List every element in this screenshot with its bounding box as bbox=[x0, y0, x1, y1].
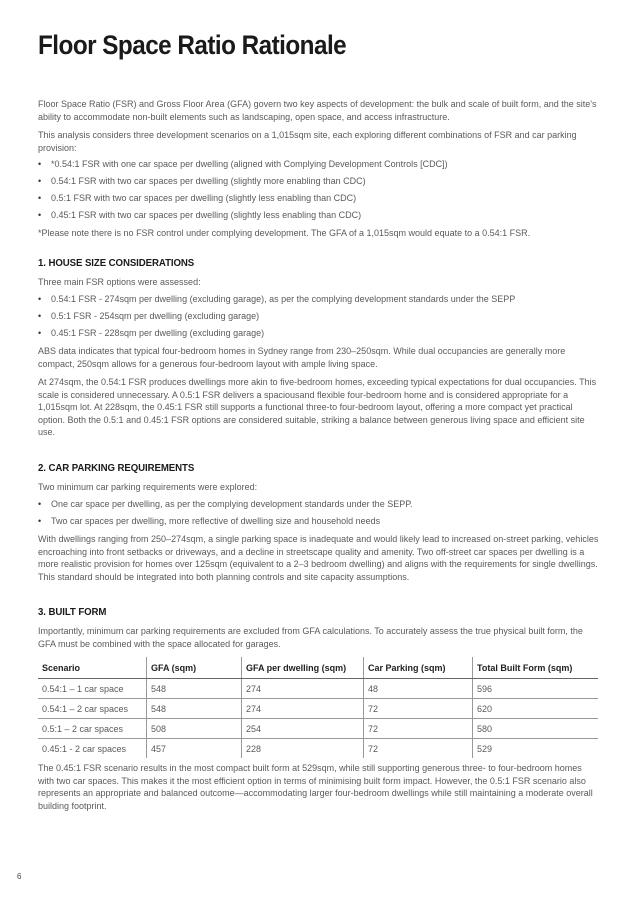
cell-gfa: 548 bbox=[147, 699, 242, 719]
cell-scenario: 0.54:1 – 2 car spaces bbox=[38, 699, 147, 719]
section3-paragraph-2: The 0.45:1 FSR scenario results in the most compact built form at 529sqm, while still supporting generous three- to four-bedroom homes with two car spaces. This makes it the most efficient option in terms of minimising built form impact. However, the 0.5:1 FSR scenario also represents an appropriate and balanced outcome—accommodating larger four-bedroom dwellings while still maintaining a moderate overall building footprint. bbox=[38, 763, 593, 811]
intro-paragraph-2: This analysis considers three development scenarios on a 1,015sqm site, each exploring different combinations of FSR and car parking provision: bbox=[38, 130, 577, 153]
column-header-car-parking: Car Parking (sqm) bbox=[364, 657, 473, 679]
bullet-icon: • bbox=[38, 193, 42, 203]
built-form-table bbox=[38, 657, 598, 758]
cell-car-parking: 48 bbox=[364, 679, 473, 699]
cell-total-built-form: 620 bbox=[473, 699, 599, 719]
cell-total-built-form: 580 bbox=[473, 719, 599, 739]
page-title: Floor Space Ratio Rationale bbox=[38, 30, 347, 60]
section2-lead: Two minimum car parking requirements were explored: bbox=[38, 482, 258, 492]
section1-paragraph-1: ABS data indicates that typical four-bedroom homes in Sydney range from 230–250sqm. While dual occupancies are generally more compact, 250sqm allows for a generous four-bedroom layout with ample living space. bbox=[38, 346, 566, 369]
section-heading-built-form: 3. BUILT FORM bbox=[38, 606, 107, 618]
bullet-icon: • bbox=[38, 311, 42, 321]
bullet-icon: • bbox=[38, 176, 42, 186]
intro-note: *Please note there is no FSR control under complying development. The GFA of a 1,015sqm would equate to a 0.54:1 FSR. bbox=[38, 228, 531, 238]
cell-car-parking: 72 bbox=[364, 739, 473, 759]
cell-gfa-per-dwelling: 274 bbox=[242, 699, 364, 719]
column-header-total-built-form: Total Built Form (sqm) bbox=[473, 657, 599, 679]
cell-gfa: 548 bbox=[147, 679, 242, 699]
cell-scenario: 0.5:1 – 2 car spaces bbox=[38, 719, 147, 739]
table-row bbox=[38, 739, 598, 759]
section-heading-car-parking: 2. CAR PARKING REQUIREMENTS bbox=[38, 462, 195, 474]
cell-gfa: 457 bbox=[147, 739, 242, 759]
cell-gfa-per-dwelling: 274 bbox=[242, 679, 364, 699]
table-header-row bbox=[38, 657, 598, 679]
cell-gfa: 508 bbox=[147, 719, 242, 739]
cell-total-built-form: 529 bbox=[473, 739, 599, 759]
section1-lead: Three main FSR options were assessed: bbox=[38, 277, 201, 287]
bullet-icon: • bbox=[38, 159, 42, 169]
bullet-icon: • bbox=[38, 499, 42, 509]
table-row bbox=[38, 679, 598, 699]
section-heading-house-size: 1. HOUSE SIZE CONSIDERATIONS bbox=[38, 257, 195, 269]
cell-gfa-per-dwelling: 254 bbox=[242, 719, 364, 739]
cell-scenario: 0.45:1 - 2 car spaces bbox=[42, 743, 127, 754]
cell-total-built-form: 596 bbox=[473, 679, 599, 699]
section3-paragraph-1: Importantly, minimum car parking requirements are excluded from GFA calculations. To accurately assess the true physical built form, the GFA must be combined with the space allocated for garages. bbox=[38, 626, 583, 649]
bullet-icon: • bbox=[38, 294, 42, 304]
section2-paragraph-1: With dwellings ranging from 250–274sqm, a single parking space is inadequate and would likely lead to increased on-street parking, vehicles encroaching into front setbacks or driveways, and a decline in streetscape quality and amenity. Two off-street car spaces per dwelling is a more realistic provision for homes over 125sqm (equivalent to a 2–3 bedroom dwelling) and aligns with the requirements for single dwellings. This standard should be integrated into both planning controls and site capacity assumptions. bbox=[38, 534, 599, 582]
bullet-icon: • bbox=[38, 516, 42, 526]
column-header-scenario: Scenario bbox=[38, 657, 147, 679]
column-header-gfa-per-dwelling: GFA per dwelling (sqm) bbox=[242, 657, 364, 679]
cell-scenario: 0.54:1 – 1 car space bbox=[38, 679, 147, 699]
table-row bbox=[38, 719, 598, 739]
table-row bbox=[38, 699, 598, 719]
cell-car-parking: 72 bbox=[364, 719, 473, 739]
intro-paragraph-1: Floor Space Ratio (FSR) and Gross Floor Area (GFA) govern two key aspects of development: the bulk and scale of built form, and the site's ability to accommodate non-built elements such as landscaping, open space, and access infrastructure. bbox=[38, 99, 597, 122]
section1-paragraph-2: At 274sqm, the 0.54:1 FSR produces dwellings more akin to five-bedroom homes, exceeding typical expectations for dual occupancies. This scale is considered unnecessary. A 0.5:1 FSR delivers a spaciousand flexible four-bedroom home and is considered appropriate for a 1,015sqm lot. At 228sqm, the 0.45:1 FSR still supports a functional three-to four-bedroom layout, offering a more compact yet practical option. Both the 0.5:1 and 0.45:1 FSR options are considered suitable, striking a balance between generous living space and efficient site use. bbox=[38, 377, 597, 437]
cell-gfa-per-dwelling: 228 bbox=[242, 739, 364, 759]
cell-car-parking: 72 bbox=[364, 699, 473, 719]
bullet-icon: • bbox=[38, 328, 42, 338]
page-number: 6 bbox=[17, 872, 22, 881]
column-header-gfa: GFA (sqm) bbox=[147, 657, 242, 679]
bullet-icon: • bbox=[38, 210, 42, 220]
